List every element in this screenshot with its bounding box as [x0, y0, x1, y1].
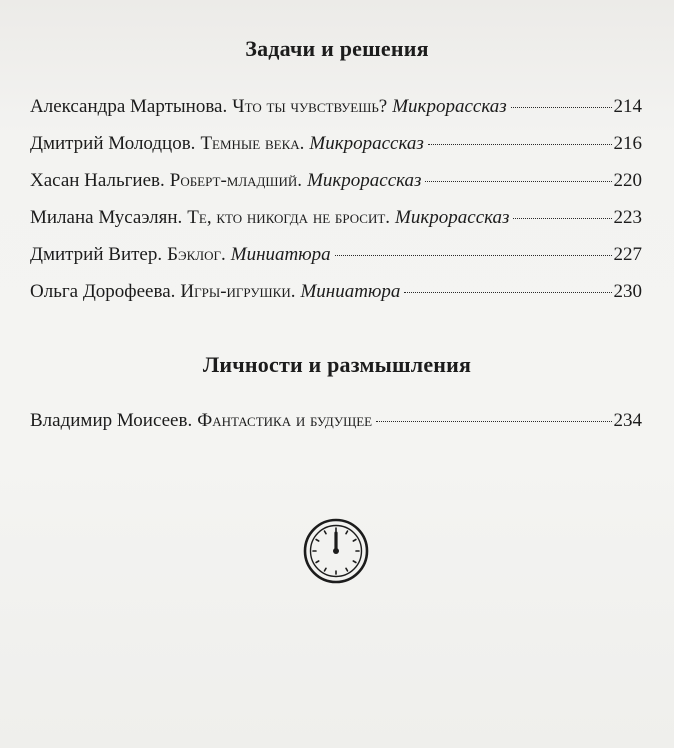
entry-page-number: 234 [613, 410, 642, 431]
entry-title: Фантастика и будущее [197, 410, 373, 431]
entry-author: Милана Мусаэлян. [30, 207, 183, 228]
entry-title: Что ты чувствуешь? [232, 96, 388, 117]
toc-list [30, 96, 642, 318]
entry-genre: Микрорассказ [392, 96, 507, 117]
entry-page-number: 214 [613, 96, 642, 117]
toc-entry[interactable] [30, 244, 642, 281]
dot-leader [511, 107, 612, 108]
entry-title: Темные века. [200, 133, 305, 154]
dot-leader [428, 144, 612, 145]
entry-title: Бэклог. [167, 244, 226, 265]
section-heading: Личности и размышления [202, 352, 472, 377]
entry-author: Владимир Моисеев. [30, 410, 193, 431]
toc-entry[interactable] [30, 410, 642, 447]
entry-genre: Миниатюра [230, 244, 331, 265]
entry-genre: Микрорассказ [395, 207, 510, 228]
entry-page-number: 216 [613, 133, 642, 154]
entry-genre: Миниатюра [300, 281, 401, 302]
entry-author: Ольга Дорофеева. [30, 281, 176, 302]
toc-entry[interactable] [30, 170, 642, 207]
entry-author: Дмитрий Молодцов. [30, 133, 196, 154]
dot-leader [335, 255, 612, 256]
dot-leader [404, 292, 611, 293]
clock-icon [303, 518, 369, 584]
entry-page-number: 223 [613, 207, 642, 228]
section-heading: Задачи и решения [245, 36, 429, 61]
entry-genre: Микрорассказ [307, 170, 422, 191]
entry-author: Хасан Нальгиев. [30, 170, 165, 191]
entry-author: Дмитрий Витер. [30, 244, 163, 265]
dot-leader [376, 421, 611, 422]
dot-leader [513, 218, 611, 219]
entry-page-number: 227 [613, 244, 642, 265]
dot-leader [425, 181, 611, 182]
toc-entry[interactable] [30, 133, 642, 170]
entry-page-number: 230 [613, 281, 642, 302]
entry-page-number: 220 [613, 170, 642, 191]
toc-entry[interactable] [30, 281, 642, 318]
entry-author: Александра Мартынова. [30, 96, 228, 117]
toc-entry[interactable] [30, 207, 642, 244]
entry-title: Те, кто никогда не бросит. [187, 207, 391, 228]
toc-entry[interactable] [30, 96, 642, 133]
entry-title: Роберт-младший. [169, 170, 303, 191]
entry-title: Игры-игрушки. [180, 281, 296, 302]
entry-genre: Микрорассказ [309, 133, 424, 154]
toc-list [30, 410, 642, 447]
